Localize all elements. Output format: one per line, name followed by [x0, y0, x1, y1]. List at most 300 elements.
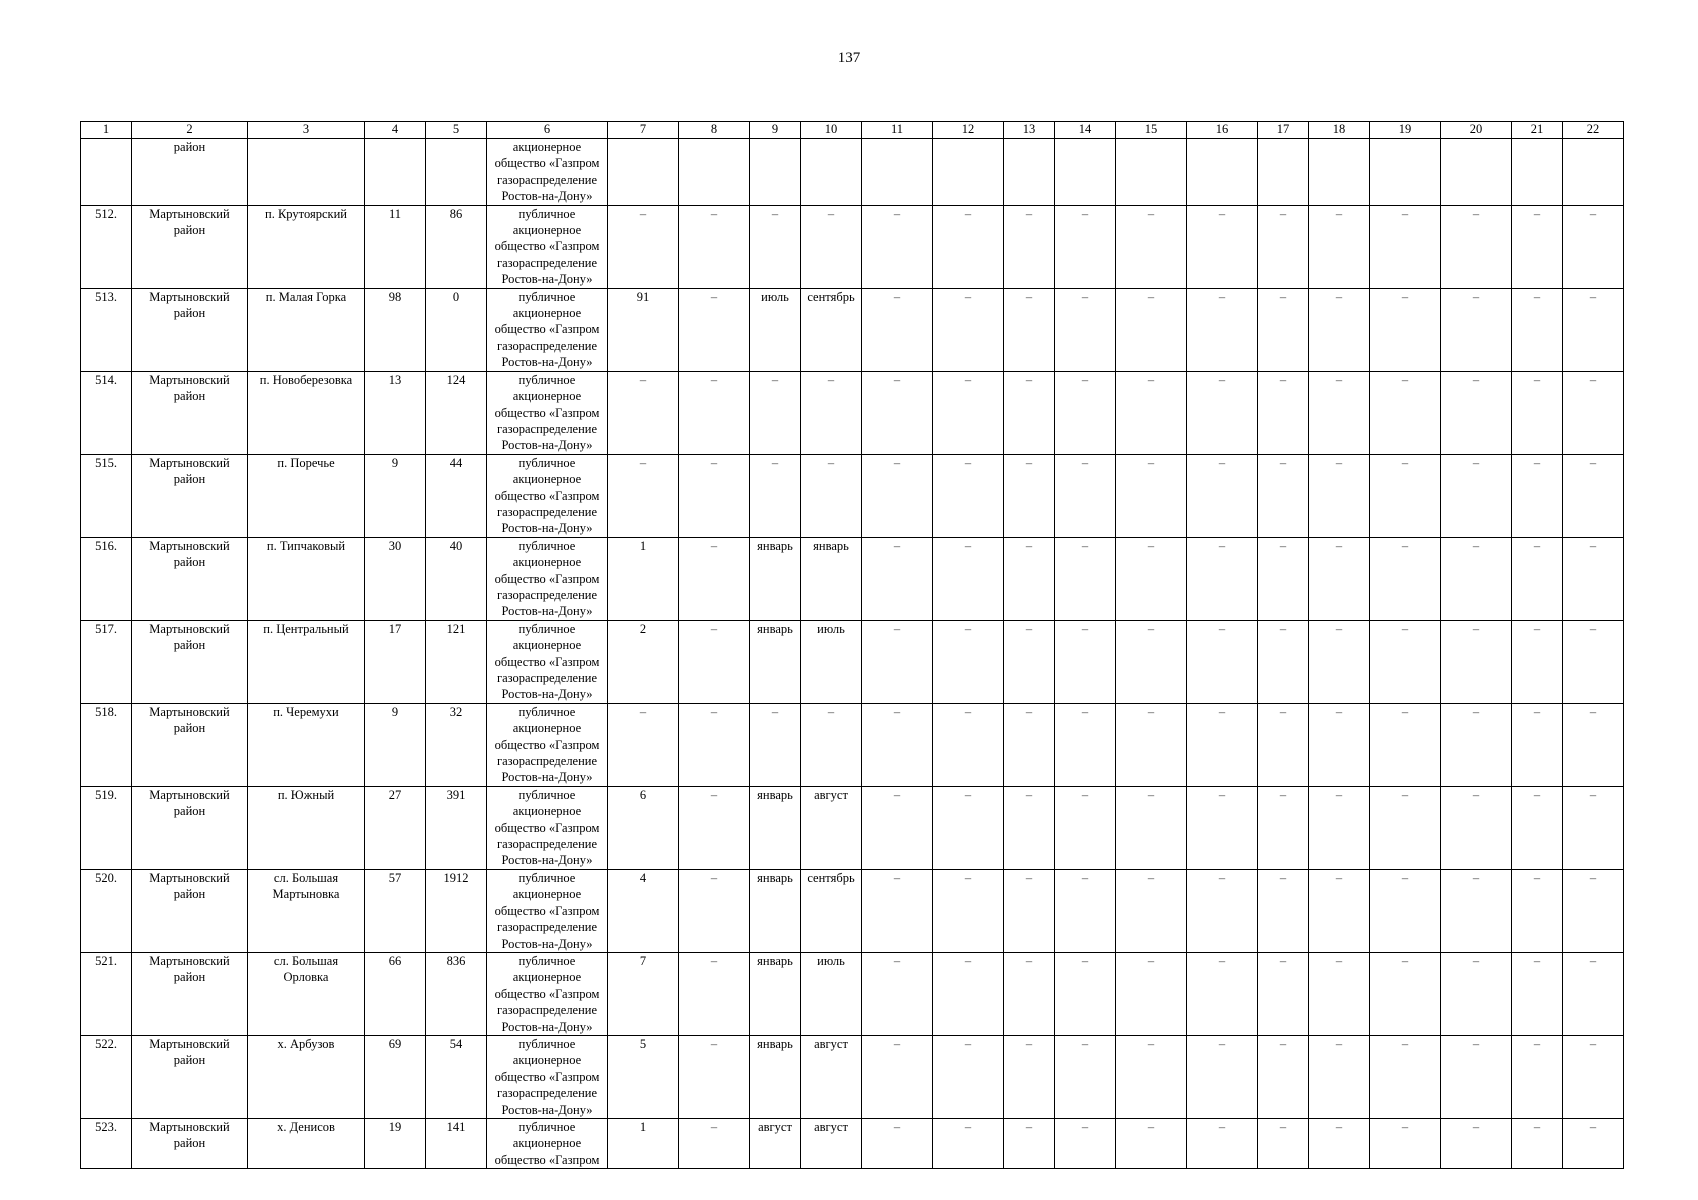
value-cell: –: [1116, 454, 1187, 537]
value-cell: [679, 139, 750, 206]
value-cell: –: [1187, 952, 1258, 1035]
value-cell: –: [1512, 869, 1563, 952]
value-cell: –: [1116, 1035, 1187, 1118]
value-cell: –: [862, 205, 933, 288]
value-cell: –: [1370, 371, 1441, 454]
value-cell: –: [1441, 786, 1512, 869]
end-month-cell: –: [801, 205, 862, 288]
value-cell: –: [1055, 454, 1116, 537]
value-cell: –: [933, 786, 1004, 869]
column-number-header: 15: [1116, 122, 1187, 139]
column-number-header: 3: [248, 122, 365, 139]
value-cell: –: [1370, 620, 1441, 703]
value-cell: –: [1187, 786, 1258, 869]
start-month-cell: январь: [750, 1035, 801, 1118]
end-month-cell: январь: [801, 537, 862, 620]
value-cell: –: [1055, 205, 1116, 288]
value-cell: –: [608, 371, 679, 454]
district-cell: Мартыновский район: [132, 288, 248, 371]
value-cell: –: [1258, 786, 1309, 869]
value-cell: 11: [365, 205, 426, 288]
value-cell: –: [1309, 537, 1370, 620]
start-month-cell: январь: [750, 952, 801, 1035]
value-cell: –: [1116, 371, 1187, 454]
value-cell: –: [1563, 703, 1624, 786]
organization-cell: публичное акционерное общество «Газпром газораспределение Ростов-на-Дону»: [487, 454, 608, 537]
value-cell: –: [1004, 537, 1055, 620]
row-number-cell: 517.: [81, 620, 132, 703]
column-number-header: 14: [1055, 122, 1116, 139]
end-month-cell: июль: [801, 620, 862, 703]
table-row: [81, 786, 1624, 869]
page-number: 137: [837, 50, 861, 66]
value-cell: –: [1116, 288, 1187, 371]
start-month-cell: –: [750, 454, 801, 537]
value-cell: [1370, 139, 1441, 206]
row-number-cell: 521.: [81, 952, 132, 1035]
value-cell: 9: [365, 454, 426, 537]
value-cell: –: [1370, 537, 1441, 620]
table-row: [81, 454, 1624, 537]
table-row: [81, 869, 1624, 952]
start-month-cell: –: [750, 205, 801, 288]
value-cell: 44: [426, 454, 487, 537]
start-month-cell: –: [750, 371, 801, 454]
value-cell: –: [1004, 288, 1055, 371]
value-cell: –: [862, 1118, 933, 1168]
start-month-cell: январь: [750, 786, 801, 869]
value-cell: –: [1187, 620, 1258, 703]
table-row: [81, 537, 1624, 620]
row-number-cell: 522.: [81, 1035, 132, 1118]
column-number-header: 17: [1258, 122, 1309, 139]
value-cell: [608, 139, 679, 206]
value-cell: –: [1441, 620, 1512, 703]
row-number-cell: 518.: [81, 703, 132, 786]
value-cell: 66: [365, 952, 426, 1035]
value-cell: –: [1004, 869, 1055, 952]
value-cell: 5: [608, 1035, 679, 1118]
value-cell: –: [933, 1035, 1004, 1118]
value-cell: –: [933, 371, 1004, 454]
value-cell: –: [1563, 620, 1624, 703]
start-month-cell: июль: [750, 288, 801, 371]
start-month-cell: январь: [750, 869, 801, 952]
value-cell: 32: [426, 703, 487, 786]
organization-cell: публичное акционерное общество «Газпром газораспределение Ростов-на-Дону»: [487, 620, 608, 703]
value-cell: [1512, 139, 1563, 206]
settlement-cell: сл. Большая Мартыновка: [248, 869, 365, 952]
value-cell: 98: [365, 288, 426, 371]
value-cell: –: [862, 288, 933, 371]
value-cell: –: [1370, 288, 1441, 371]
column-number-header: 13: [1004, 122, 1055, 139]
value-cell: –: [1309, 205, 1370, 288]
column-number-header: 12: [933, 122, 1004, 139]
value-cell: 69: [365, 1035, 426, 1118]
value-cell: –: [1004, 1118, 1055, 1168]
value-cell: –: [679, 869, 750, 952]
value-cell: –: [1055, 1118, 1116, 1168]
value-cell: –: [1055, 537, 1116, 620]
value-cell: 1: [608, 1118, 679, 1168]
value-cell: –: [1309, 454, 1370, 537]
value-cell: –: [862, 703, 933, 786]
value-cell: –: [1258, 371, 1309, 454]
value-cell: –: [1116, 620, 1187, 703]
value-cell: 124: [426, 371, 487, 454]
value-cell: –: [679, 1118, 750, 1168]
value-cell: [1309, 139, 1370, 206]
value-cell: –: [1258, 620, 1309, 703]
end-month-cell: июль: [801, 952, 862, 1035]
district-cell: Мартыновский район: [132, 1035, 248, 1118]
value-cell: 1912: [426, 869, 487, 952]
value-cell: –: [933, 205, 1004, 288]
column-number-row: [81, 122, 1624, 139]
value-cell: –: [1441, 537, 1512, 620]
value-cell: –: [933, 537, 1004, 620]
settlement-cell: п. Крутоярский: [248, 205, 365, 288]
value-cell: –: [1441, 1035, 1512, 1118]
value-cell: –: [933, 620, 1004, 703]
value-cell: 86: [426, 205, 487, 288]
value-cell: –: [1441, 205, 1512, 288]
start-month-cell: –: [750, 703, 801, 786]
value-cell: 2: [608, 620, 679, 703]
value-cell: [1441, 139, 1512, 206]
district-cell: Мартыновский район: [132, 454, 248, 537]
value-cell: –: [679, 1035, 750, 1118]
value-cell: –: [1116, 703, 1187, 786]
value-cell: –: [1441, 288, 1512, 371]
value-cell: –: [1004, 1035, 1055, 1118]
organization-cell: публичное акционерное общество «Газпром газораспределение Ростов-на-Дону»: [487, 869, 608, 952]
column-number-header: 9: [750, 122, 801, 139]
value-cell: –: [1004, 786, 1055, 869]
value-cell: –: [1370, 1118, 1441, 1168]
organization-cell: публичное акционерное общество «Газпром газораспределение Ростов-на-Дону»: [487, 952, 608, 1035]
end-month-cell: август: [801, 786, 862, 869]
column-number-header: 1: [81, 122, 132, 139]
value-cell: –: [1258, 1118, 1309, 1168]
settlement-cell: сл. Большая Орловка: [248, 952, 365, 1035]
value-cell: –: [862, 454, 933, 537]
value-cell: –: [1370, 786, 1441, 869]
start-month-cell: август: [750, 1118, 801, 1168]
table-row: [81, 620, 1624, 703]
column-number-header: 2: [132, 122, 248, 139]
value-cell: 27: [365, 786, 426, 869]
value-cell: –: [1563, 952, 1624, 1035]
value-cell: 836: [426, 952, 487, 1035]
value-cell: –: [1512, 288, 1563, 371]
value-cell: –: [1187, 703, 1258, 786]
value-cell: –: [1563, 1035, 1624, 1118]
district-cell: Мартыновский район: [132, 786, 248, 869]
settlement-cell: х. Арбузов: [248, 1035, 365, 1118]
end-month-cell: сентябрь: [801, 869, 862, 952]
value-cell: –: [1370, 454, 1441, 537]
value-cell: [1055, 139, 1116, 206]
value-cell: –: [1116, 1118, 1187, 1168]
settlement-cell: п. Южный: [248, 786, 365, 869]
value-cell: –: [862, 620, 933, 703]
settlement-cell: п. Новоберезовка: [248, 371, 365, 454]
value-cell: [1004, 139, 1055, 206]
value-cell: –: [1116, 537, 1187, 620]
organization-cell: публичное акционерное общество «Газпром газораспределение Ростов-на-Дону»: [487, 703, 608, 786]
value-cell: –: [862, 371, 933, 454]
value-cell: –: [862, 1035, 933, 1118]
organization-cell: публичное акционерное общество «Газпром газораспределение Ростов-на-Дону»: [487, 371, 608, 454]
column-number-header: 7: [608, 122, 679, 139]
organization-cell: публичное акционерное общество «Газпром газораспределение Ростов-на-Дону»: [487, 205, 608, 288]
gasification-table: [80, 121, 1624, 1169]
organization-cell: публичное акционерное общество «Газпром: [487, 1118, 608, 1168]
value-cell: –: [1512, 952, 1563, 1035]
end-month-cell: август: [801, 1035, 862, 1118]
value-cell: –: [1258, 1035, 1309, 1118]
value-cell: –: [1563, 288, 1624, 371]
value-cell: 4: [608, 869, 679, 952]
value-cell: –: [679, 371, 750, 454]
organization-cell: акционерное общество «Газпром газораспределение Ростов-на-Дону»: [487, 139, 608, 206]
value-cell: –: [608, 703, 679, 786]
value-cell: –: [1512, 205, 1563, 288]
value-cell: –: [1004, 620, 1055, 703]
value-cell: –: [608, 205, 679, 288]
value-cell: –: [1563, 205, 1624, 288]
value-cell: –: [1055, 869, 1116, 952]
column-number-header: 16: [1187, 122, 1258, 139]
value-cell: –: [1116, 205, 1187, 288]
row-number-cell: 514.: [81, 371, 132, 454]
row-number-cell: 519.: [81, 786, 132, 869]
value-cell: –: [1116, 786, 1187, 869]
value-cell: –: [1116, 952, 1187, 1035]
district-cell: Мартыновский район: [132, 205, 248, 288]
value-cell: [862, 139, 933, 206]
column-number-header: 20: [1441, 122, 1512, 139]
value-cell: 30: [365, 537, 426, 620]
settlement-cell: х. Денисов: [248, 1118, 365, 1168]
value-cell: –: [1055, 786, 1116, 869]
value-cell: –: [1055, 288, 1116, 371]
start-month-cell: январь: [750, 620, 801, 703]
value-cell: 141: [426, 1118, 487, 1168]
value-cell: –: [1187, 1118, 1258, 1168]
column-number-header: 6: [487, 122, 608, 139]
settlement-cell: п. Центральный: [248, 620, 365, 703]
settlement-cell: п. Поречье: [248, 454, 365, 537]
value-cell: –: [1563, 786, 1624, 869]
value-cell: 13: [365, 371, 426, 454]
settlement-cell: п. Малая Горка: [248, 288, 365, 371]
value-cell: –: [1309, 1118, 1370, 1168]
value-cell: –: [1563, 537, 1624, 620]
value-cell: –: [1512, 703, 1563, 786]
value-cell: [365, 139, 426, 206]
district-cell: Мартыновский район: [132, 537, 248, 620]
value-cell: –: [1004, 371, 1055, 454]
value-cell: –: [679, 537, 750, 620]
value-cell: –: [1309, 288, 1370, 371]
value-cell: –: [1370, 205, 1441, 288]
value-cell: –: [679, 786, 750, 869]
value-cell: –: [1187, 454, 1258, 537]
district-cell: Мартыновский район: [132, 952, 248, 1035]
value-cell: –: [1055, 703, 1116, 786]
value-cell: –: [679, 288, 750, 371]
row-number-cell: 513.: [81, 288, 132, 371]
value-cell: 7: [608, 952, 679, 1035]
value-cell: –: [1512, 786, 1563, 869]
value-cell: –: [1441, 703, 1512, 786]
table-row: [81, 139, 1624, 206]
value-cell: –: [1187, 537, 1258, 620]
value-cell: –: [1512, 1035, 1563, 1118]
settlement-cell: п. Типчаковый: [248, 537, 365, 620]
value-cell: –: [1055, 952, 1116, 1035]
value-cell: –: [1055, 371, 1116, 454]
district-cell: район: [132, 139, 248, 206]
value-cell: –: [1309, 786, 1370, 869]
value-cell: 9: [365, 703, 426, 786]
value-cell: –: [1258, 288, 1309, 371]
value-cell: –: [1309, 371, 1370, 454]
value-cell: 91: [608, 288, 679, 371]
value-cell: –: [1512, 620, 1563, 703]
table-row: [81, 288, 1624, 371]
row-number-cell: 512.: [81, 205, 132, 288]
end-month-cell: сентябрь: [801, 288, 862, 371]
column-number-header: 18: [1309, 122, 1370, 139]
value-cell: 17: [365, 620, 426, 703]
value-cell: 121: [426, 620, 487, 703]
value-cell: –: [1512, 371, 1563, 454]
table-row: [81, 703, 1624, 786]
value-cell: –: [933, 1118, 1004, 1168]
row-number-cell: 520.: [81, 869, 132, 952]
value-cell: [1116, 139, 1187, 206]
value-cell: –: [1309, 620, 1370, 703]
table-row: [81, 952, 1624, 1035]
value-cell: 57: [365, 869, 426, 952]
value-cell: –: [1441, 371, 1512, 454]
value-cell: –: [1512, 537, 1563, 620]
column-number-header: 5: [426, 122, 487, 139]
row-number-cell: 516.: [81, 537, 132, 620]
value-cell: [933, 139, 1004, 206]
value-cell: –: [1055, 620, 1116, 703]
table-row: [81, 1118, 1624, 1168]
value-cell: –: [933, 703, 1004, 786]
table-row: [81, 371, 1624, 454]
value-cell: –: [679, 952, 750, 1035]
value-cell: –: [1441, 454, 1512, 537]
end-month-cell: август: [801, 1118, 862, 1168]
organization-cell: публичное акционерное общество «Газпром газораспределение Ростов-на-Дону»: [487, 537, 608, 620]
value-cell: –: [1563, 1118, 1624, 1168]
value-cell: –: [933, 952, 1004, 1035]
value-cell: –: [1441, 952, 1512, 1035]
value-cell: –: [1187, 371, 1258, 454]
value-cell: –: [1258, 703, 1309, 786]
value-cell: –: [1187, 288, 1258, 371]
value-cell: –: [1309, 869, 1370, 952]
value-cell: [1563, 139, 1624, 206]
value-cell: –: [1370, 952, 1441, 1035]
value-cell: 0: [426, 288, 487, 371]
value-cell: –: [1055, 1035, 1116, 1118]
value-cell: –: [1370, 869, 1441, 952]
value-cell: –: [679, 454, 750, 537]
value-cell: –: [1187, 869, 1258, 952]
value-cell: 54: [426, 1035, 487, 1118]
value-cell: 40: [426, 537, 487, 620]
value-cell: [1187, 139, 1258, 206]
row-number-cell: 523.: [81, 1118, 132, 1168]
column-number-header: 10: [801, 122, 862, 139]
value-cell: 391: [426, 786, 487, 869]
value-cell: –: [1563, 869, 1624, 952]
value-cell: –: [1004, 205, 1055, 288]
table-row: [81, 205, 1624, 288]
row-number-cell: 515.: [81, 454, 132, 537]
value-cell: –: [1004, 454, 1055, 537]
end-month-cell: –: [801, 371, 862, 454]
organization-cell: публичное акционерное общество «Газпром газораспределение Ростов-на-Дону»: [487, 786, 608, 869]
district-cell: Мартыновский район: [132, 1118, 248, 1168]
value-cell: –: [1258, 869, 1309, 952]
start-month-cell: [750, 139, 801, 206]
district-cell: Мартыновский район: [132, 371, 248, 454]
district-cell: Мартыновский район: [132, 620, 248, 703]
table-row: [81, 1035, 1624, 1118]
value-cell: –: [862, 952, 933, 1035]
value-cell: –: [862, 537, 933, 620]
value-cell: –: [1116, 869, 1187, 952]
value-cell: –: [1258, 454, 1309, 537]
value-cell: –: [1004, 703, 1055, 786]
value-cell: –: [1258, 205, 1309, 288]
value-cell: –: [1258, 952, 1309, 1035]
value-cell: –: [1004, 952, 1055, 1035]
value-cell: –: [1370, 1035, 1441, 1118]
value-cell: –: [1370, 703, 1441, 786]
value-cell: –: [608, 454, 679, 537]
value-cell: –: [1441, 1118, 1512, 1168]
end-month-cell: –: [801, 454, 862, 537]
value-cell: –: [1258, 537, 1309, 620]
column-number-header: 22: [1563, 122, 1624, 139]
value-cell: [1258, 139, 1309, 206]
value-cell: –: [1187, 205, 1258, 288]
value-cell: –: [1512, 1118, 1563, 1168]
organization-cell: публичное акционерное общество «Газпром газораспределение Ростов-на-Дону»: [487, 288, 608, 371]
value-cell: 1: [608, 537, 679, 620]
value-cell: –: [862, 869, 933, 952]
organization-cell: публичное акционерное общество «Газпром газораспределение Ростов-на-Дону»: [487, 1035, 608, 1118]
value-cell: –: [1309, 1035, 1370, 1118]
value-cell: –: [679, 620, 750, 703]
value-cell: –: [1512, 454, 1563, 537]
value-cell: –: [679, 703, 750, 786]
column-number-header: 8: [679, 122, 750, 139]
value-cell: –: [933, 288, 1004, 371]
district-cell: Мартыновский район: [132, 869, 248, 952]
